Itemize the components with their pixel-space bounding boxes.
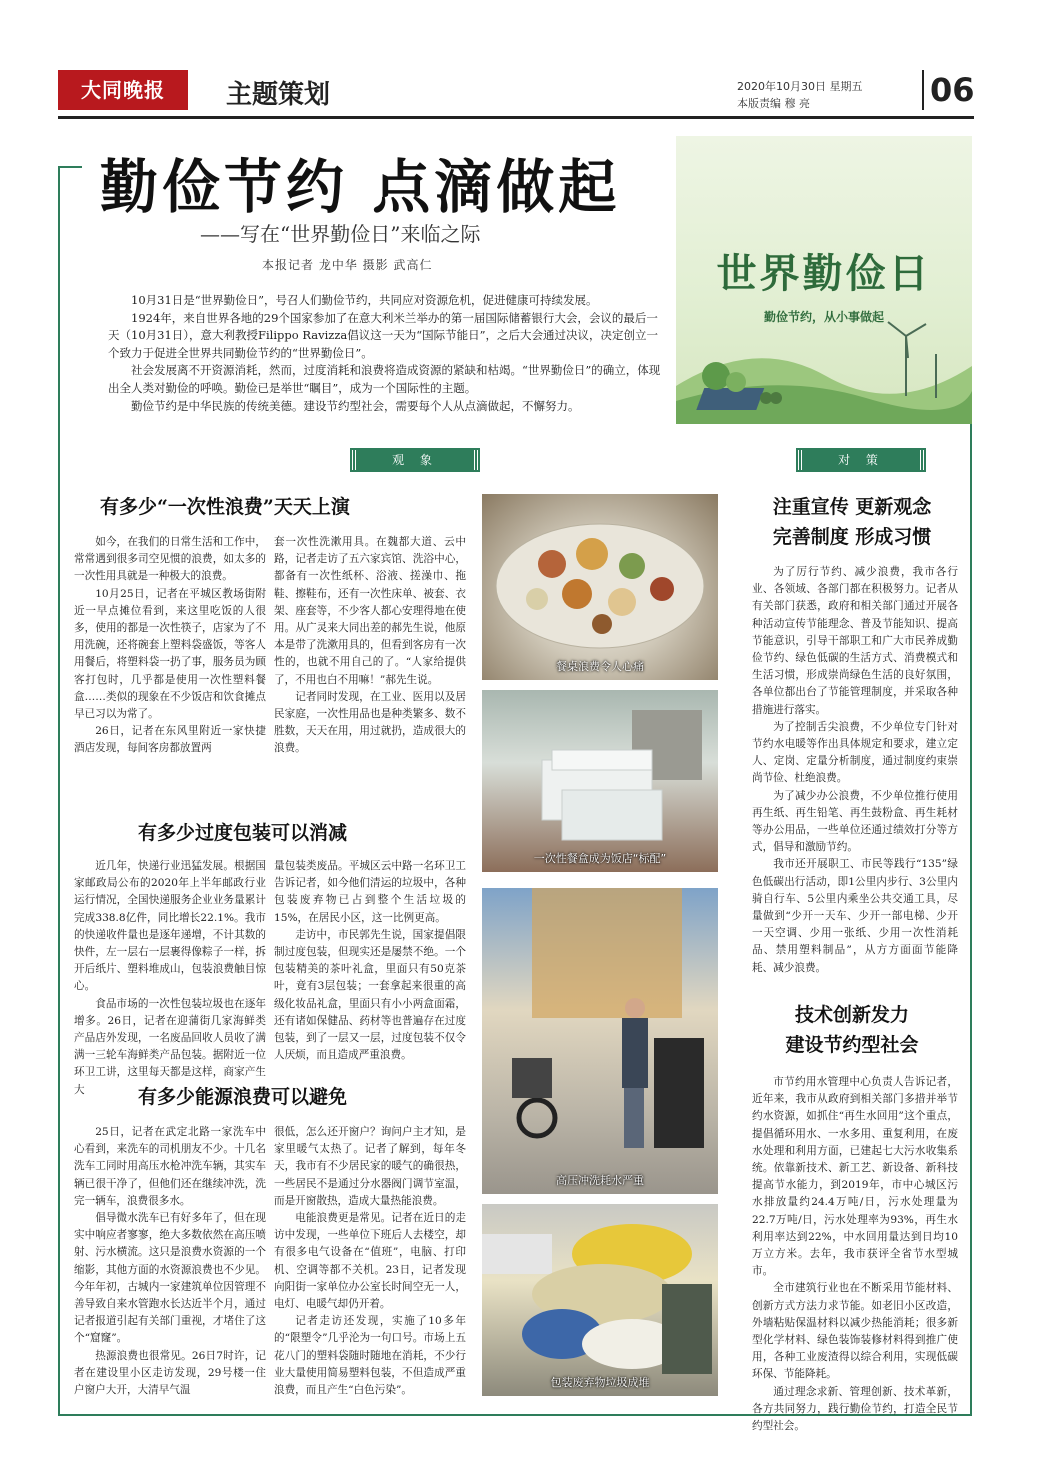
article-paragraph: 量包装类废品。平城区云中路一名环卫工告诉记者，如今他们清运的垃圾中，各种包装废弃物已占到整个生活垃圾的15%，在居民小区，这一比例更高。 bbox=[274, 860, 466, 924]
article-paragraph: 近几年，快递行业迅猛发展。根据国家邮政局公布的2020年上半年邮政行业运行情况，全国快递服务企业业务量累计完成338.8亿件，同比增长22.1%。我市的快递收件量也是逐年递增，不计其数的快件，左一层右一层裹得像粽子一样，拆开后纸片、塑料堆成山，包装浪费触目惊心。 bbox=[74, 860, 266, 993]
article-paragraph: 为了厉行节约、减少浪费，我市各行业、各领域、各部门都在积极努力。记者从有关部门获悉，政府和相关部门通过开展各种活动宣传节能理念、普及节能知识、提高节能意识，引导干部职工和广大市民养成勤俭节约、绿色低碳的生活方式、消费模式和生活习惯，形成崇尚绿色生活的良好氛围，各单位都出台了节能管理制度，并采取各种措施进行落实。 bbox=[752, 566, 958, 716]
photo-boxes-scene bbox=[482, 690, 718, 872]
lead-paragraph: 10月31日是“世界勤俭日”，号召人们勤俭节约，共同应对资源危机，促进健康可持续发展。 bbox=[131, 293, 598, 307]
issue-meta bbox=[737, 78, 863, 112]
article-paragraph: 26日，记者在东风里附近一家快捷酒店发现，每间客房都放置两 bbox=[74, 725, 266, 755]
article-column bbox=[74, 858, 266, 1099]
article-paragraph: 电能浪费更是常见。记者在近日的走访中发现，一些单位下班后人去楼空，却有很多电气设备在“值班”，电脑、打印机、空调等都不关机。23日，记者发现向阳街一家单位办公室长时间空无一人，电灯、电暖气却仍开着。 bbox=[274, 1212, 466, 1311]
article-column bbox=[74, 1124, 266, 1399]
article-paragraph: 如今，在我们的日常生活和工作中，常常遇到很多司空见惯的浪费，如太多的一次性用具就是一种极大的浪费。 bbox=[74, 536, 266, 583]
feature-subtitle: ——写在“世界勤俭日”来临之际 bbox=[200, 222, 481, 246]
photo-caption: 包装废弃物垃圾成堆 bbox=[550, 1376, 650, 1389]
article-column bbox=[274, 858, 466, 1064]
countermeasure-body-2 bbox=[752, 1074, 958, 1435]
article-paragraph: 走访中，市民郭先生说，国家提倡限制过度包装，但现实还是屡禁不绝。一个包装精美的茶叶礼盒，里面只有50克茶叶，竟有3层包装；一套拿起来很重的高级化妆品礼盒，里面只有小小两盒面霜，还有诸如保健品、药材等也普遍存在过度包装，到了一层又一层，过度包装不仅令人厌烦，而且造成严重浪费。 bbox=[274, 928, 466, 1062]
tag-countermeasures: 对 策 bbox=[798, 450, 924, 470]
article-paragraph: 通过理念求新、管理创新、技术革新，各方共同努力，践行勤俭节约，打造全民节约型社会。 bbox=[752, 1385, 958, 1433]
hero-title: 世界勤俭日 bbox=[716, 251, 932, 297]
countermeasure-title-1 bbox=[734, 492, 970, 552]
article-paragraph: 为了控制舌尖浪费，不少单位专门针对节约水电暖等作出具体规定和要求，建立定人、定岗、定量分析制度，通过制度约束崇尚节俭、杜绝浪费。 bbox=[752, 720, 958, 785]
article-column bbox=[274, 534, 466, 758]
photo-car-wash bbox=[482, 888, 718, 1194]
frame-right-line bbox=[970, 420, 972, 1416]
article-paragraph: 25日，记者在武定北路一家洗车中心看到，来洗车的司机朋友不少。十几名洗车工同时用高压水枪冲洗车辆，其实车辆已很干净了，但他们还在继续冲洗，洗完一辆车，浪费很多水。 bbox=[74, 1126, 266, 1207]
hero-slogan: 勤俭节约，从小事做起 bbox=[763, 310, 884, 324]
frame-top-tick bbox=[58, 166, 82, 168]
title-line: 技术创新发力 bbox=[794, 1004, 909, 1026]
article-title-packaging: 有多少过度包装可以消减 bbox=[138, 822, 348, 844]
hero-illustration bbox=[676, 136, 972, 424]
feature-title: 勤俭节约 点滴做起 bbox=[100, 153, 621, 221]
photo-banquet-scene bbox=[482, 494, 718, 680]
lead-paragraph: 社会发展离不开资源消耗，然而，过度消耗和浪费将造成资源的紧缺和枯竭。“世界勤俭日”的确立，体现出全人类对勤俭的呼唤。勤俭已是举世“瞩目”，成为一个国际性的主题。 bbox=[108, 363, 661, 395]
lead-paragraph: 1924年，来自世界各地的29个国家参加了在意大利米兰举办的第一届国际储蓄银行大会，会议的最后一天（10月31日），意大利教授Filippo Ravizza倡议这一天为“国际节能日”，之后大会通过决议，决定创立一个致力于促进全世界共同勤俭节约的“世界勤俭日”。 bbox=[108, 310, 659, 360]
article-paragraph: 倡导微水洗车已有好多年了，但在现实中响应者寥寥，绝大多数依然在高压喷射、污水横流。这只是浪费水资源的一个缩影，其他方面的水资源浪费也不少见。今年年初，古城内一家建筑单位因管理不善导致自来水管跑水长达近半个月，通过记者报道引起有关部门重视，才堵住了这个“窟窿”。 bbox=[74, 1212, 266, 1345]
article-paragraph: 记者同时发现，在工业、医用以及居民家庭，一次性用品也是种类繁多、数不胜数，天天在用，用过就扔，造成很大的浪费。 bbox=[274, 690, 466, 755]
title-line: 完善制度 形成习惯 bbox=[772, 526, 932, 548]
frame-left-line bbox=[58, 166, 60, 1416]
photo-banquet-table bbox=[482, 494, 718, 680]
page-number-divider bbox=[922, 70, 924, 110]
article-paragraph: 套一次性洗漱用具。在魏都大道、云中路，记者走访了五六家宾馆、洗浴中心，都备有一次性纸杯、浴液、搓澡巾、拖鞋、擦鞋布，还有一次性床单、被套、衣架、座套等，不少客人都心安理得地在使用。从广灵来大同出差的郝先生说，他原本是带了洗漱用具的，但看到客房有一次性的，也就不用自己的了。“人家给提供了，不用也白不用嘛！”郝先生说。 bbox=[274, 536, 466, 686]
article-title-disposable: 有多少“一次性浪费”天天上演 bbox=[100, 496, 350, 518]
tag-phenomena: 观 象 bbox=[352, 450, 478, 470]
editor-credit: 本版责编 穆 亮 bbox=[737, 97, 810, 110]
countermeasure-body-1 bbox=[752, 564, 958, 977]
newspaper-logo: 大同晚报 bbox=[58, 70, 188, 110]
article-paragraph: 市节约用水管理中心负责人告诉记者，近年来，我市从政府到相关部门多措并举节约水资源，如抓住“再生水回用”这个重点，提倡循环用水、一水多用、重复利用，在废水处理和利用方面，已建起七大污水收集系统。依靠新技术、新工艺、新设备、新科技提高节水能力，到2019年，市中心城区污水排放量约24.4万吨/日，污水处理量为22.7万吨/日，污水处理率为93%，再生水利用率达到22%，中水回用量达到日均10万立方米。去年，我市获评全省节水型城市。 bbox=[752, 1076, 958, 1278]
article-paragraph: 全市建筑行业也在不断采用节能材料、创新方式方法力求节能。如老旧小区改造，外墙粘贴保温材料以减少热能消耗；很多新型化学材料、绿色装饰装修材料得到推广使用，各种工业废渣得以综合利用，实现低碳环保、节能降耗。 bbox=[752, 1282, 958, 1381]
lead-paragraph: 勤俭节约是中华民族的传统美德。建设节约型社会，需要每个人从点滴做起，不懈努力。 bbox=[131, 398, 580, 413]
article-paragraph: 热源浪费也很常见。26日7时许，记者在建设里小区走访发现，29号楼一住户窗户大开，大清早气温 bbox=[74, 1349, 266, 1397]
article-column bbox=[74, 534, 266, 758]
countermeasure-title-2 bbox=[734, 1000, 970, 1060]
lead-paragraphs bbox=[108, 292, 664, 415]
section-name: 主题策划 bbox=[226, 80, 331, 110]
photo-caption: 高压冲洗耗水严重 bbox=[556, 1174, 644, 1187]
page-number: 06 bbox=[930, 71, 975, 109]
article-paragraph: 记者走访还发现，实施了10多年的“限塑令”几乎沦为一句口号。市场上五花八门的塑料袋随时随地在消耗，不少行业大量使用简易塑料包装，不但造成严重浪费，而且产生“白色污染”。 bbox=[274, 1315, 466, 1397]
masthead-rule bbox=[58, 116, 974, 119]
photo-waste-scene bbox=[482, 1204, 718, 1396]
photo-packaging-waste bbox=[482, 1204, 718, 1396]
title-line: 注重宣传 更新观念 bbox=[772, 496, 932, 518]
photo-caption: 一次性餐盒成为饭店“标配” bbox=[533, 852, 667, 865]
article-paragraph: 我市还开展职工、市民等践行“135”绿色低碳出行活动，即1公里内步行、3公里内骑自行车、5公里内乘坐公共交通工具，尽量做到“少开一天车、少开一部电梯、少开一天空调、少用一张纸、少用一次性消耗品、禁用塑料制品”，从方方面面节能降耗、减少浪费。 bbox=[752, 858, 958, 974]
article-column bbox=[274, 1124, 466, 1399]
photo-wash-scene bbox=[482, 888, 718, 1194]
photo-disposable-boxes bbox=[482, 690, 718, 872]
title-line: 建设节约型社会 bbox=[785, 1034, 919, 1056]
article-title-energy: 有多少能源浪费可以避免 bbox=[138, 1086, 348, 1108]
issue-date: 2020年10月30日 星期五 bbox=[737, 80, 863, 93]
article-paragraph: 很低，怎么还开窗户？询问户主才知，是家里暖气太热了。记者了解到，每年冬天，我市有不少居民家的暖气的确很热，一些居民不是通过分水器阀门调节室温，而是开窗散热，造成大量热能浪费。 bbox=[274, 1126, 466, 1207]
byline: 本报记者 龙中华 摄影 武高仁 bbox=[262, 258, 433, 272]
photo-caption: 餐桌浪费令人心痛 bbox=[556, 660, 644, 673]
article-paragraph: 为了减少办公浪费，不少单位推行使用再生纸、再生铅笔、再生鼓粉盒、再生耗材等办公用品，一些单位还通过绩效打分等方式，倡导和激励节约。 bbox=[752, 789, 958, 854]
article-paragraph: 食品市场的一次性包装垃圾也在逐年增多。26日，记者在迎蒲街几家海鲜类产品店外发现，一名废品回收人员收了满满一三轮车海鲜类产品包装。据附近一位环卫工讲，这里每天都是这样，商家产生大 bbox=[74, 997, 266, 1096]
article-paragraph: 10月25日，记者在平城区教场街附近一早点摊位看到，来这里吃饭的人很多，使用的都是一次性筷子，店家为了不用洗碗，还将碗套上塑料袋盛饭，等客人用餐后，将塑料袋一扔了事，服务员为顾客打包时，几乎都是使用一次性塑料餐盒……类似的现象在不少饭店和饮食摊点早已习以为常了。 bbox=[74, 587, 266, 721]
